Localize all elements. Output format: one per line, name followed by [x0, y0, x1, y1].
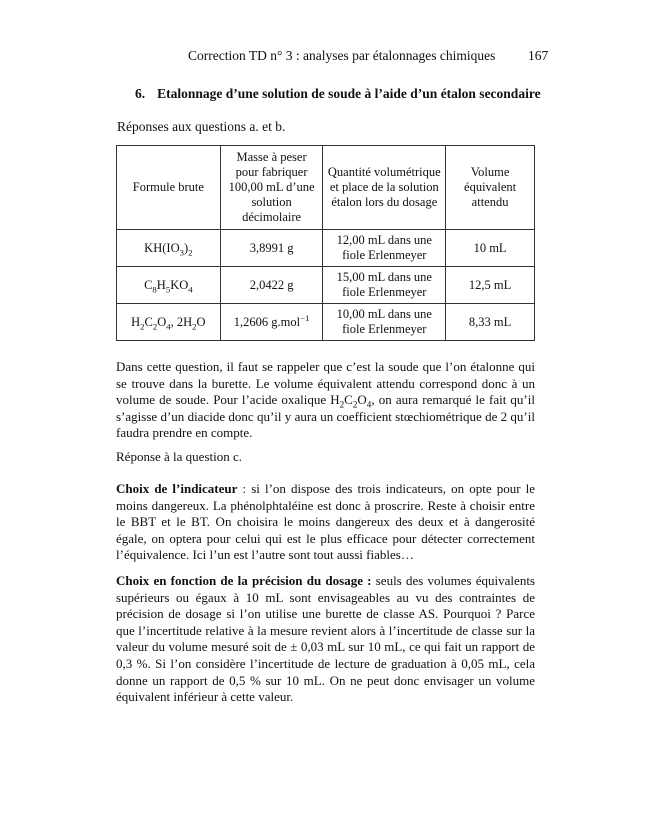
cell-mass: 3,8991 g — [220, 230, 323, 267]
calibration-table — [116, 145, 535, 341]
oxalic-acid-formula: $H_2C_2O_4$ — [330, 392, 372, 410]
paragraph-text: , on aura remarqué le fait qu’il s’agisse d’un diacide donc qu’il y aura un coefficient stœchiométrique de 2 qu’il faudra prendre en compte. — [116, 392, 535, 441]
header-quantity: Quantité volumétrique et place de la solution étalon lors du dosage — [323, 146, 446, 230]
section-number: 6. — [135, 86, 146, 101]
paragraph-indicator — [116, 481, 535, 564]
running-title: Correction TD n° 3 : analyses par étalonnages chimiques — [188, 48, 496, 63]
header-formula: Formule brute — [117, 146, 221, 230]
paragraph-label: Choix de l’indicateur — [116, 481, 238, 496]
cell-mass: 1,2606 g.mol$^{-1}$ — [220, 304, 323, 341]
cell-quantity: 10,00 mL dans une fiole Erlenmeyer — [323, 304, 446, 341]
cell-mass: 2,0422 g — [220, 267, 323, 304]
paragraph-text: seuls des volumes équivalents supérieurs ou égaux à 10 mL sont envisageables au vu des contraintes de précision de dosage si l’on utilise une burette de classe AS. Pourquoi ? Parce que l’incertitude relative à la mesure revient alors à l’incertitude de classe sur la valeur du volume mesuré soit de ± 0,03 mL sur 10 mL, ce qui fait un rapport de 0,3 %. Si l’on considère l’incertitude de lecture de graduation à 0,05 mL, cela donne un rapport de 0,5 % sur 10 mL. On ne peut donc envisager un volume équivalent inférieur à cette valeur. — [116, 573, 535, 705]
header-mass: Masse à peser pour fabriquer 100,00 mL d’une solution décimolaire — [220, 146, 323, 230]
paragraph-label: Choix en fonction de la précision du dosage : — [116, 573, 372, 588]
section-title: Etalonnage d’une solution de soude à l’aide d’un étalon secondaire — [157, 86, 541, 101]
cell-formula: $H_2C_2O_4$, $2H_2O$ — [117, 304, 221, 341]
cell-volume: 8,33 mL — [446, 304, 535, 341]
page-header — [0, 48, 650, 68]
header-volume: Volume équivalent attendu — [446, 146, 535, 230]
paragraph-text: Dans cette question, il faut se rappeler que c’est la soude que l’on étalonne qui se trouve dans la burette. Le volume équivalent attendu correspond donc à un volume de soude. Pour l’acide oxalique — [116, 359, 535, 408]
cell-quantity: 15,00 mL dans une fiole Erlenmeyer — [323, 267, 446, 304]
cell-volume: 10 mL — [446, 230, 535, 267]
section-heading — [135, 86, 541, 102]
paragraph-burette — [116, 359, 535, 442]
cell-quantity: 12,00 mL dans une fiole Erlenmeyer — [323, 230, 446, 267]
paragraph-question-c: Réponse à la question c. — [116, 449, 242, 464]
intro-text: Réponses aux questions a. et b. — [117, 119, 286, 134]
cell-formula: $C_8H_5KO_4$ — [117, 267, 221, 304]
cell-formula: $KH(IO_3)_2$ — [117, 230, 221, 267]
table-row — [117, 267, 535, 304]
paragraph-text: : si l’on dispose des trois indicateurs, on opte pour le moins dangereux. La phénolphtaléine est donc à proscrire. Reste à choisir entre le BBT et le BT. On choisira le moins dangereux des deux et à dangerosité égale, on optera pour celui qui est le plus efficace pour détecter correctement l’équivalence. Ici l’un est l’autre sont tout aussi fiables… — [116, 481, 535, 563]
cell-volume: 12,5 mL — [446, 267, 535, 304]
page-number: 167 — [528, 48, 549, 63]
table-row — [117, 230, 535, 267]
table-row — [117, 304, 535, 341]
table-header-row — [117, 146, 535, 230]
paragraph-precision — [116, 573, 535, 706]
